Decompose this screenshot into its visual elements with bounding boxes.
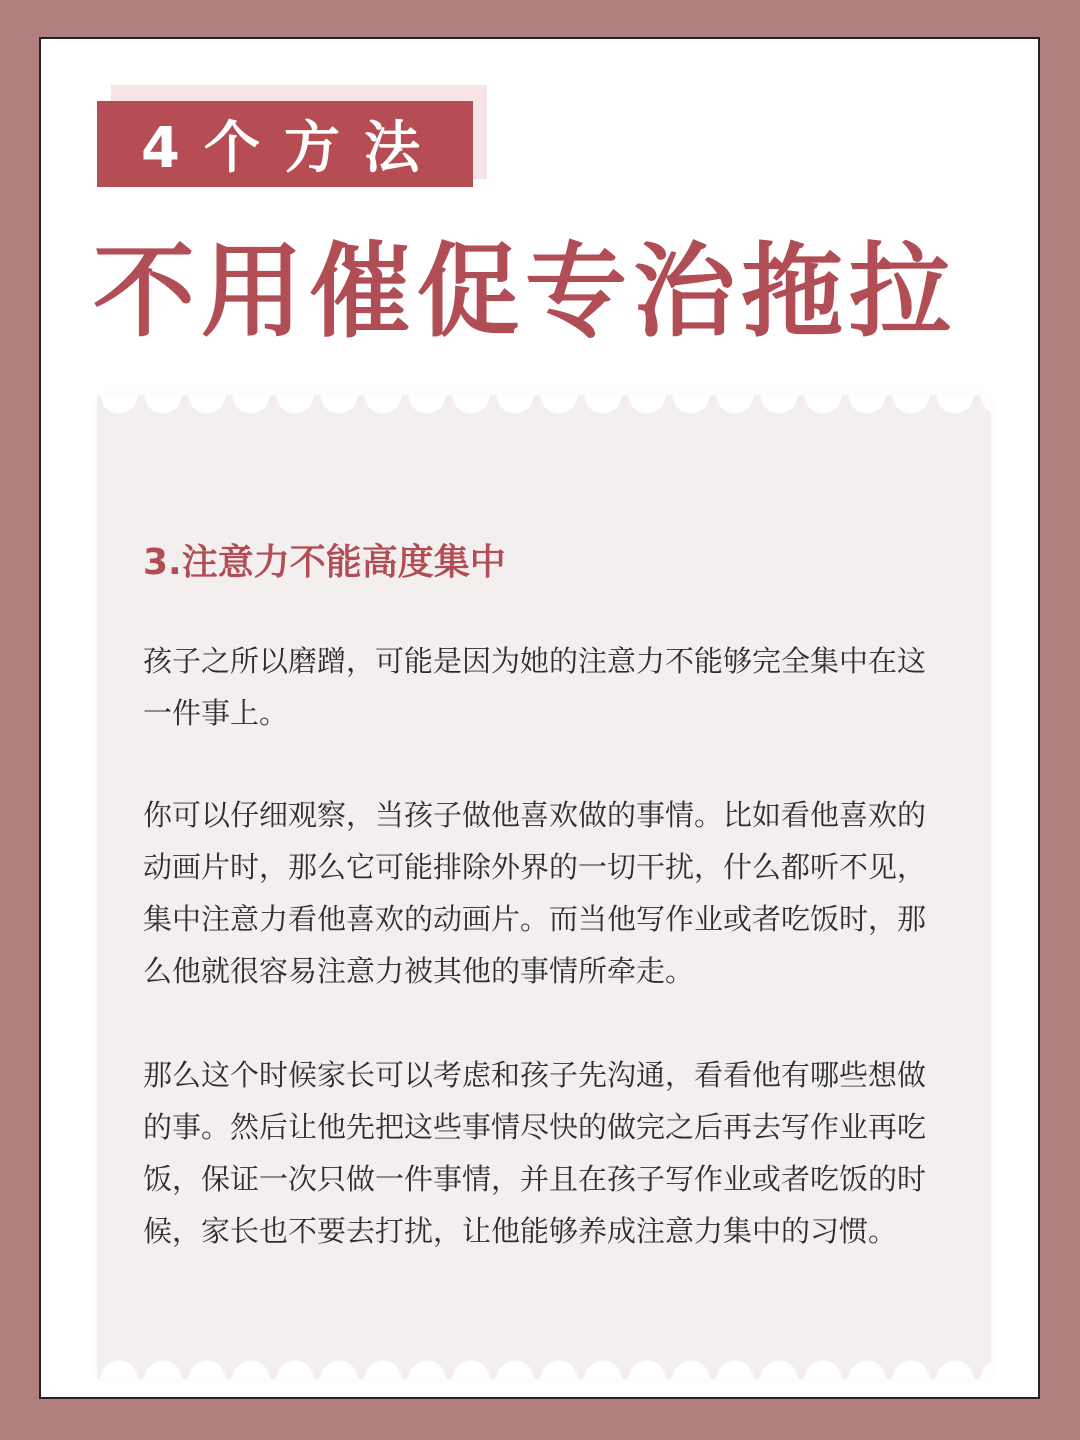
- section-title: 3.注意力不能高度集中: [143, 542, 506, 583]
- content-card: [97, 395, 991, 1379]
- scallop-top-edge: [97, 395, 991, 417]
- scallop-bottom-edge: [97, 1357, 991, 1379]
- headline: 不用催促专治拖拉: [93, 233, 957, 352]
- page-frame: [39, 37, 1040, 1399]
- paragraph-1: 孩子之所以磨蹭，可能是因为她的注意力不能够完全集中在这一件事上。: [143, 644, 927, 730]
- method-tag-label: 4个方法: [141, 116, 444, 181]
- paragraph-2: 你可以仔细观察，当孩子做他喜欢做的事情。比如看他喜欢的动画片时，那么它可能排除外界的一切干扰，什么都听不见，集中注意力看他喜欢的动画片。而当他写作业或者吃饭时，那么他就很容易注意力被其他的事情所牵走。: [143, 798, 927, 988]
- method-tag: [97, 101, 473, 187]
- paragraph-3: 那么这个时候家长可以考虑和孩子先沟通，看看他有哪些想做的事。然后让他先把这些事情尽快的做完之后再去写作业再吃饭，保证一次只做一件事情，并且在孩子写作业或者吃饭的时候，家长也不要去打扰，让他能够养成注意力集中的习惯。: [143, 1058, 927, 1248]
